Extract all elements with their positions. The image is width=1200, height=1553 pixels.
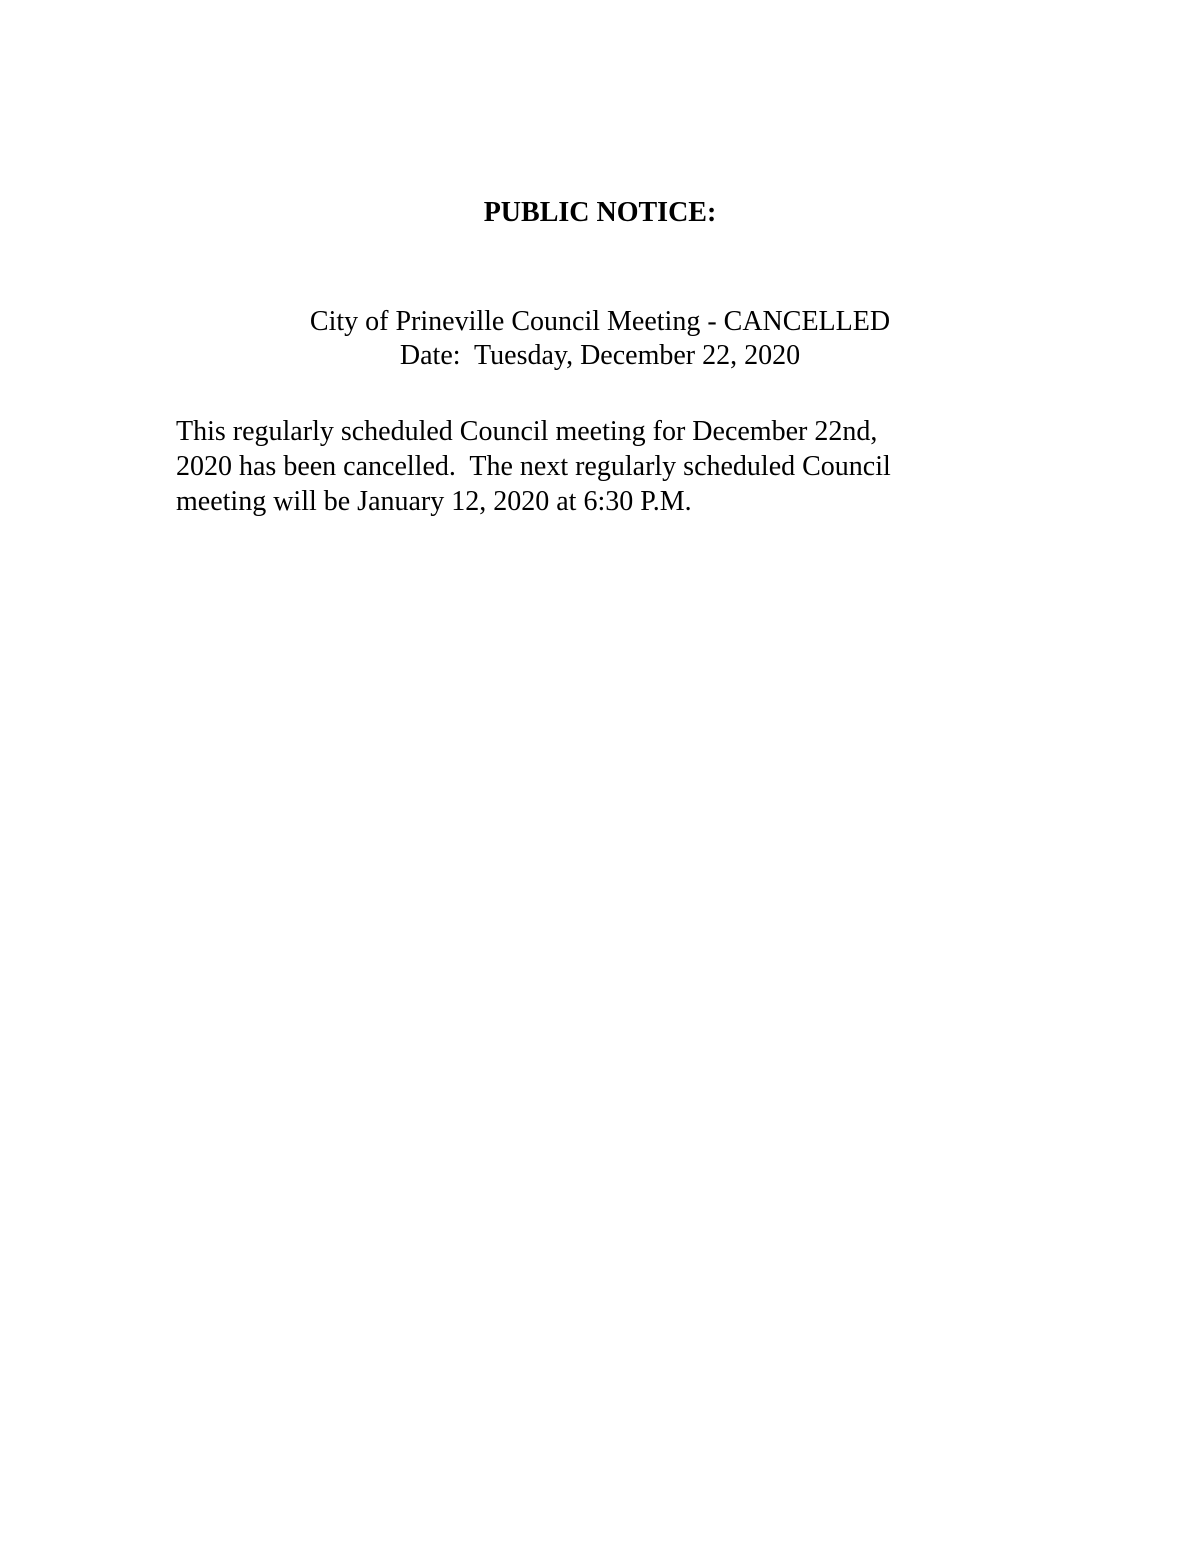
notice-body-line: 2020 has been cancelled. The next regularly scheduled Council [176, 451, 891, 482]
notice-body-line: This regularly scheduled Council meeting for December 22nd, [176, 416, 878, 447]
notice-body-line: meeting will be January 12, 2020 at 6:30 P.M. [176, 486, 692, 517]
meeting-date: Date: Tuesday, December 22, 2020 [399, 340, 801, 371]
notice-body [176, 414, 1036, 519]
meeting-title: City of Prineville Council Meeting - CANCELLED [309, 306, 891, 337]
page-title: PUBLIC NOTICE: [483, 197, 717, 228]
meeting-info [0, 305, 1200, 373]
